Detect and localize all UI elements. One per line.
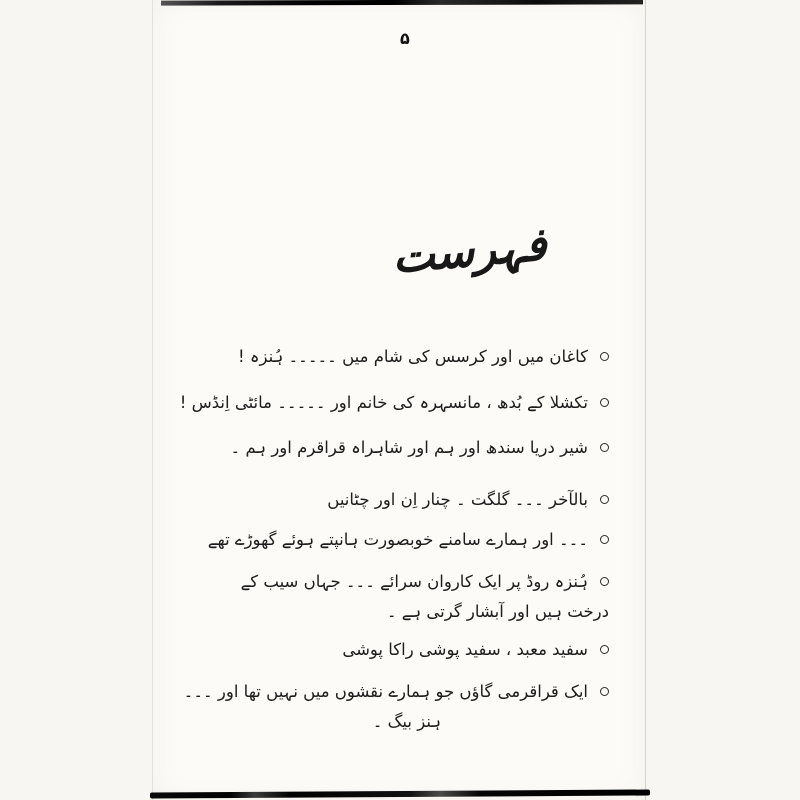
scan-edge-bottom [150,789,650,798]
toc-entry-text: کاغان میں اور کرسس کی شام میں ۔۔۔۔۔ ہُنزہ ! [237,347,588,366]
book-page [152,0,646,800]
toc-entry-text: بالآخر ۔۔۔ گلگت ۔ چنار اِن اور چٹانیں [327,490,588,509]
toc-entry-text: ۔۔۔ اور ہمارے سامنے خوبصورت ہانپتے ہوئے گھوڑے تھے [207,530,588,549]
circle-bullet-icon [600,352,609,361]
toc-entry [203,525,609,555]
toc-entry [179,388,609,418]
toc-entry-text: سفید معبد ، سفید پوشی راکا پوشی [342,640,588,659]
toc-entry [203,635,609,665]
circle-bullet-icon [600,687,609,696]
toc-entry-continuation [203,707,441,737]
circle-bullet-icon [600,443,609,452]
toc-entry-text: ایک قراقرمی گاؤں جو ہمارے نقشوں میں نہیں تھا اور ۔۔۔ [183,682,588,701]
toc-entry-text: شیر دریا سندھ اور ہم اور شاہراہ قراقرم اور ہم ۔ [230,438,588,457]
toc-entry [203,485,609,515]
toc-entry-continuation [203,597,609,627]
toc-entry [183,677,609,707]
toc-entry [203,433,609,463]
toc-entry-text: درخت ہیں اور آبشار گرتی ہے ۔ [386,602,609,621]
circle-bullet-icon [600,398,609,407]
table-of-contents [179,336,609,756]
circle-bullet-icon [600,645,609,654]
circle-bullet-icon [600,577,609,586]
circle-bullet-icon [600,535,609,544]
page-number: ۵ [400,29,410,48]
toc-entry [203,342,609,372]
toc-entry-text: تکشلا کے بُدھ ، مانسہرہ کی خانم اور ۔۔۔۔۔ مائٹی اِنڈس ! [179,393,588,412]
toc-entry-text: ہُنزہ روڈ پر ایک کاروان سرائے ۔۔۔ جہاں سیب کے [240,572,588,591]
circle-bullet-icon [600,495,609,504]
scan-edge-top [161,0,643,6]
toc-entry [203,567,609,597]
toc-entry-text: ہنز بیگ ۔ [372,712,441,731]
page-title: فہرست [390,217,550,284]
